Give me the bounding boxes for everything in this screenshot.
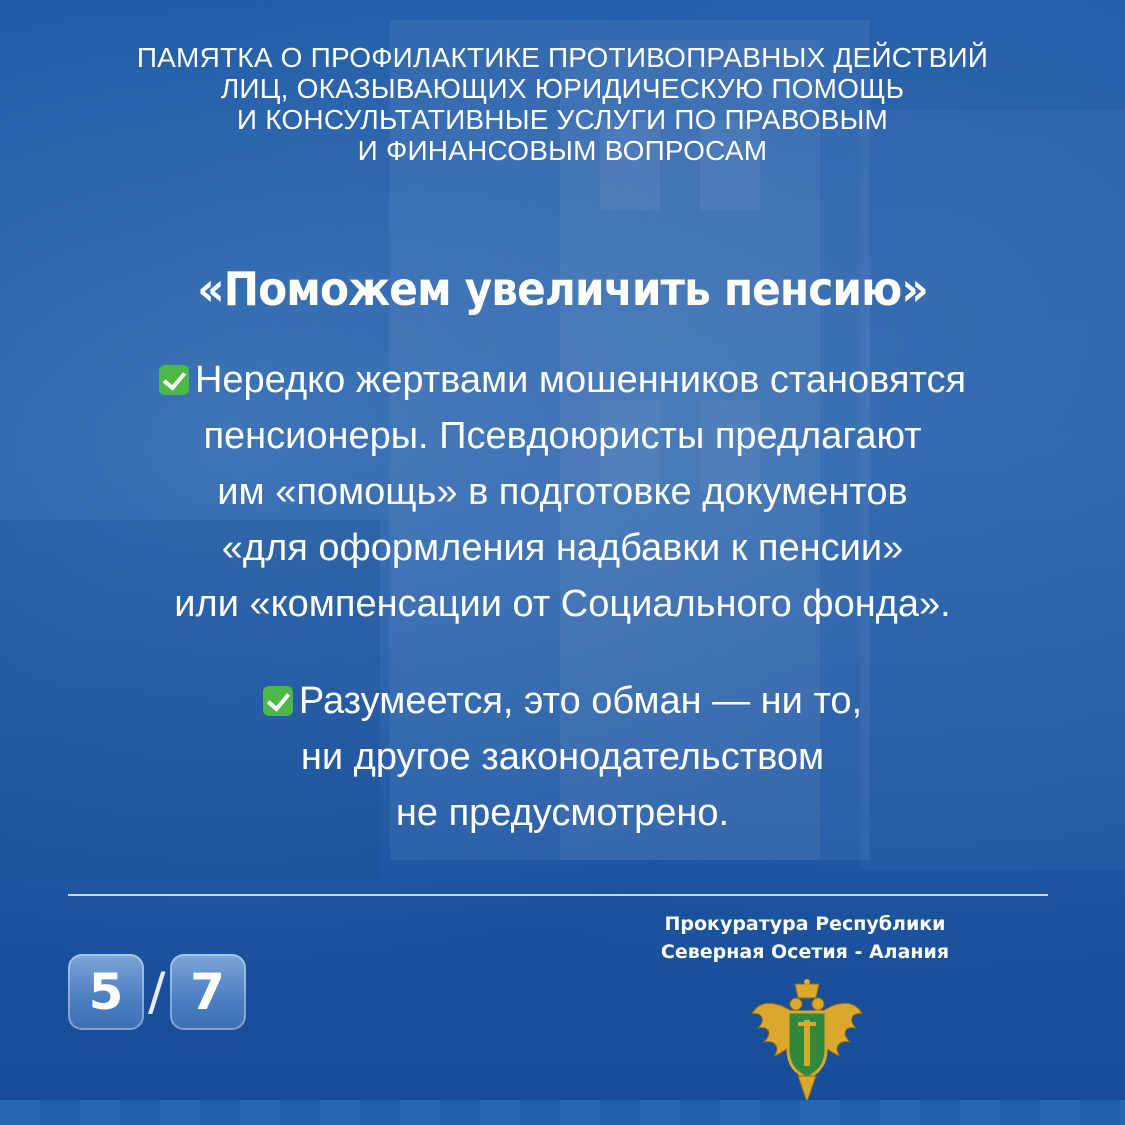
paragraph-line: им «помощь» в подготовке документов: [217, 471, 908, 513]
paragraph-text: Разумеется, это обман — ни то,: [298, 680, 863, 722]
paragraph-line: «для оформления надбавки к пенсии»: [221, 527, 904, 569]
paragraph-line: или «компенсации от Социального фонда».: [174, 583, 951, 625]
memo-header: [0, 42, 1125, 166]
paragraph-line: не предусмотрено.: [395, 792, 730, 834]
paragraph-line: пенсионеры. Псевдоюристы предлагают: [203, 415, 922, 457]
paragraph-2: [0, 673, 1125, 841]
headline: «Поможем увеличить пенсию»: [197, 262, 928, 316]
check-mark-button-icon: [263, 686, 293, 716]
organization-line: Северная Осетия - Алания: [660, 941, 950, 963]
counter-separator: /: [148, 962, 166, 1022]
header-line: И КОНСУЛЬТАТИВНЫЕ УСЛУГИ ПО ПРАВОВЫМ: [236, 104, 889, 135]
keycap-total: 7: [170, 954, 246, 1030]
prosecutor-emblem-icon: [748, 978, 866, 1106]
header-line: И ФИНАНСОВЫМ ВОПРОСАМ: [357, 135, 768, 166]
bottom-strip: [0, 1100, 1125, 1125]
paragraph-text: Нередко жертвами мошенников становятся: [194, 359, 967, 401]
divider: [68, 894, 1048, 896]
organization-name: [600, 910, 1010, 966]
header-line: ЛИЦ, ОКАЗЫВАЮЩИХ ЮРИДИЧЕСКУЮ ПОМОЩЬ: [220, 73, 905, 104]
slide-counter: [68, 952, 246, 1032]
header-line: ПАМЯТКА О ПРОФИЛАКТИКЕ ПРОТИВОПРАВНЫХ ДЕЙСТВИЙ: [136, 42, 989, 73]
organization-line: Прокуратура Республики: [664, 913, 946, 935]
paragraph-1: [0, 352, 1125, 632]
paragraph-line: [0, 673, 1125, 729]
check-mark-button-icon: [159, 365, 189, 395]
keycap-current: 5: [68, 954, 144, 1030]
paragraph-line: ни другое законодательством: [300, 736, 825, 778]
paragraph-line: [0, 352, 1125, 408]
